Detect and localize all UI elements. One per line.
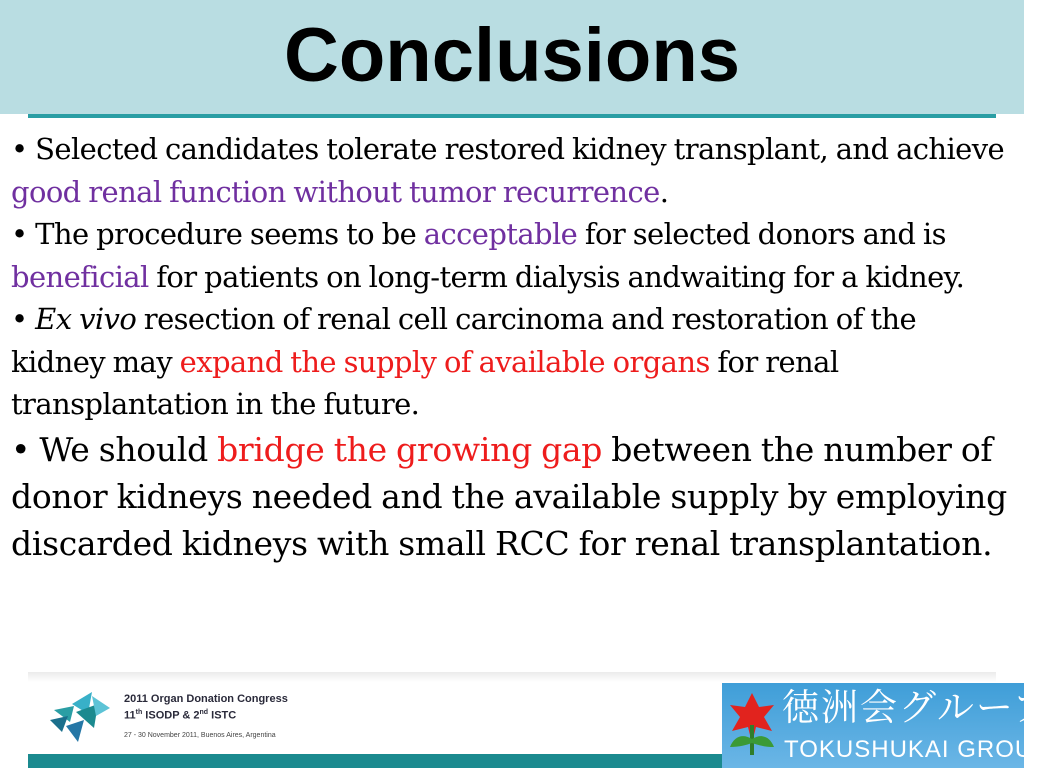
congress-subtitle: 11th ISODP & 2nd ISTC bbox=[124, 709, 237, 722]
congress-title: 2011 Organ Donation Congress bbox=[124, 693, 288, 705]
congress-date: 27 - 30 November 2011, Buenos Aires, Argentina bbox=[124, 731, 276, 739]
congress-text bbox=[124, 692, 288, 743]
bullet-1 bbox=[11, 128, 1011, 213]
footer-divider bbox=[28, 672, 996, 682]
bullet-dot: • bbox=[11, 302, 28, 336]
bullet-4-text-b: between the number of donor kidneys needed and the available supply by employing discarded kidneys with small RCC for renal transplantation. bbox=[11, 429, 1007, 563]
page-title: Conclusions bbox=[283, 13, 741, 98]
footer-band bbox=[28, 754, 728, 768]
bullet-1-highlight: good renal function without tumor recurrence bbox=[11, 174, 660, 209]
bullet-3-text-a: resection of renal cell carcinoma and restoration of the kidney may bbox=[11, 302, 917, 379]
bullet-2-highlight-b: beneficial bbox=[11, 259, 149, 294]
bullet-4 bbox=[11, 426, 1011, 567]
conclusions-body bbox=[11, 128, 1011, 567]
bullet-2-text-b: for selected donors and is bbox=[577, 217, 946, 251]
bullet-3-italic: Ex vivo bbox=[35, 302, 137, 336]
bullet-3-highlight: expand the supply of available organs bbox=[179, 344, 710, 379]
bullet-4-highlight: bridge the growing gap bbox=[217, 429, 603, 469]
bullet-1-text-b: . bbox=[659, 174, 669, 209]
bullet-1-text-a: Selected candidates tolerate restored kidney transplant, and achieve bbox=[27, 132, 1005, 166]
bullet-dot: • bbox=[11, 132, 28, 166]
tokushukai-emblem-icon bbox=[726, 689, 778, 759]
congress-logo bbox=[48, 686, 328, 752]
congress-emblem-icon bbox=[48, 686, 118, 752]
bullet-dot: • bbox=[11, 217, 28, 251]
bullet-2-highlight-a: acceptable bbox=[423, 217, 578, 251]
group-name-en: TOKUSHUKAI GROUP bbox=[784, 736, 1051, 763]
tokushukai-logo bbox=[722, 683, 1052, 768]
bullet-2-text-c: for patients on long-term dialysis andwaiting for a kidney. bbox=[148, 259, 965, 294]
title-divider bbox=[28, 114, 996, 118]
bullet-3 bbox=[11, 298, 1011, 426]
bullet-3-text-b: for renal transplantation in the future. bbox=[11, 344, 839, 421]
bullet-2-text-a: The procedure seems to be bbox=[27, 217, 424, 251]
bullet-4-text-a: We should bbox=[30, 429, 218, 469]
title-bar bbox=[0, 0, 1024, 114]
group-name-jp: 徳洲会グループ bbox=[782, 686, 1052, 729]
bullet-dot: • bbox=[11, 429, 31, 469]
bullet-2 bbox=[11, 213, 1011, 298]
